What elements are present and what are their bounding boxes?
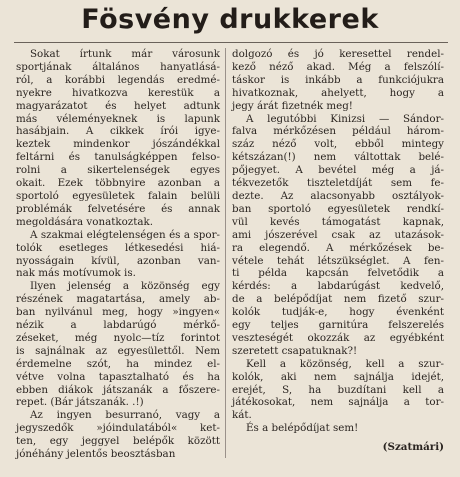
text-line: egy teljes garnitúra felszerelés bbox=[232, 319, 444, 332]
text-line: ami jószerével csak az utazások- bbox=[232, 228, 444, 241]
text-line: ban nyilvánul meg, hogy »ingyen« bbox=[16, 306, 220, 319]
text-line: pőjegyet. A bevétel még a já- bbox=[232, 164, 444, 177]
text-line: ról, a korábbi legendás eredmé- bbox=[16, 73, 220, 86]
text-line: megoldására vonatkoztak. bbox=[16, 215, 154, 228]
text-line: dezte. Az alacsonyabb osztályok- bbox=[232, 189, 444, 202]
text-line: magyarázatot és helyet adtunk bbox=[16, 99, 220, 112]
text-line: nézik a labdarúgó mérkő- bbox=[16, 319, 220, 332]
text-line: más véleményeknek is lapunk bbox=[16, 112, 220, 125]
text-line: kérdés: a labdarúgást kedvelő, bbox=[232, 280, 444, 293]
right-column bbox=[232, 48, 444, 454]
text-line: jegy árát fizetnék meg! bbox=[232, 99, 353, 112]
text-line: keztek mindenkor jószándékkal bbox=[16, 138, 220, 151]
text-line: jónéhány jelentős beosztásban bbox=[16, 448, 176, 461]
text-line: veszteségét okozzák az egyébként bbox=[232, 331, 444, 344]
text-line: nyosságain kívül, azonban van- bbox=[16, 254, 220, 267]
text-line: kező néző akad. Még a felszólí- bbox=[232, 60, 444, 73]
text-line: Sokat írtunk már városunk bbox=[30, 48, 220, 60]
text-line: repet. (Bár játszanák. .!) bbox=[16, 396, 144, 409]
text-line: okait. Ezek többnyire azonban a bbox=[16, 177, 220, 190]
text-line: nyekre hivatkozva kerestük a bbox=[16, 86, 220, 99]
text-line: részének magatartása, amely ab- bbox=[16, 293, 220, 306]
text-line: Az ingyen besurranó, vagy a bbox=[30, 409, 220, 422]
text-line: játékosokat, nem sajnálja a tor- bbox=[232, 396, 444, 409]
text-line: nak más motívumok is. bbox=[16, 267, 136, 280]
text-line: vül kevés támogatást kapnak, bbox=[232, 215, 444, 228]
text-line: tékvezetők tiszteletdíját sem fe- bbox=[232, 177, 444, 190]
text-line: sportoló egyesületek falain belüli bbox=[16, 189, 220, 202]
text-line: falva mérkőzésen például három- bbox=[232, 125, 444, 138]
left-column bbox=[16, 48, 220, 461]
article-title: Fösvény drukkerek bbox=[81, 4, 379, 35]
text-line: Ilyen jelenség a közönség egy bbox=[30, 280, 220, 293]
text-line: jegyszedők »jóindulatából« ket- bbox=[16, 422, 220, 435]
text-line: hasábjain. A cikkek írói igye- bbox=[16, 125, 220, 138]
text-line: hivatkoznak, ahelyett, hogy a bbox=[232, 86, 444, 99]
text-line: száz néző volt, ebből mintegy bbox=[232, 138, 444, 151]
text-line: A legutóbbi Kinizsi — Sándor- bbox=[246, 112, 444, 125]
text-line: ra elegendő. A mérkőzések be- bbox=[232, 241, 444, 254]
author-signature: (Szatmári) bbox=[382, 441, 444, 454]
text-line: kolók, aki nem sajnálja idejét, bbox=[232, 370, 444, 383]
text-line: sportjának általános hanyatlásá- bbox=[16, 60, 220, 73]
text-line: feltárni és tanulságképpen felso- bbox=[16, 151, 220, 164]
text-line: zéseket, még nyolc—tíz forintot bbox=[16, 331, 220, 344]
column-divider bbox=[225, 48, 226, 458]
text-line: kát. bbox=[232, 409, 252, 422]
text-line: érdemelne szót, ha mindez el- bbox=[16, 357, 220, 370]
text-line: kétszázan(!) nem váltottak belé- bbox=[232, 151, 444, 164]
text-line: kolók tudják-e, hogy évenként bbox=[232, 306, 444, 319]
text-line: dolgozó és jó keresettel rendel- bbox=[232, 48, 444, 60]
text-line: vétve volna tapasztalható és ha bbox=[16, 370, 220, 383]
text-line: tolók esetleges létkesedési hiá- bbox=[16, 241, 220, 254]
text-line: ban sportoló egyesületek rendkí- bbox=[232, 202, 444, 215]
title-rule bbox=[14, 42, 448, 43]
text-line: ebben diákok játszanák a főszere- bbox=[16, 383, 220, 396]
text-line: de a belépődíjat nem fizető szur- bbox=[232, 293, 444, 306]
text-line: táskor is inkább a funkciójukra bbox=[232, 73, 444, 86]
text-line: Kell a közönség, kell a szur- bbox=[246, 357, 444, 370]
text-line: is sajnálnak az egyesülettől. Nem bbox=[16, 344, 220, 357]
text-line: erejét, S, ha buzdítani kell a bbox=[232, 383, 444, 396]
text-line: És a belépődíjat sem! bbox=[246, 422, 359, 435]
text-line: ten, egy jeggyel belépők között bbox=[16, 435, 220, 448]
text-line: ti példa kapcsán felvetődik a bbox=[232, 267, 444, 280]
text-line: vétele tehát létszükséglet. A fen- bbox=[232, 254, 444, 267]
text-line: A szakmai elégtelenségen és a spor- bbox=[30, 228, 220, 241]
text-line: rolni a sikertelenségek egyes bbox=[16, 164, 220, 177]
text-line: problémák felvetésére és annak bbox=[16, 202, 220, 215]
text-line: szeretett csapatuknak?! bbox=[232, 344, 358, 357]
